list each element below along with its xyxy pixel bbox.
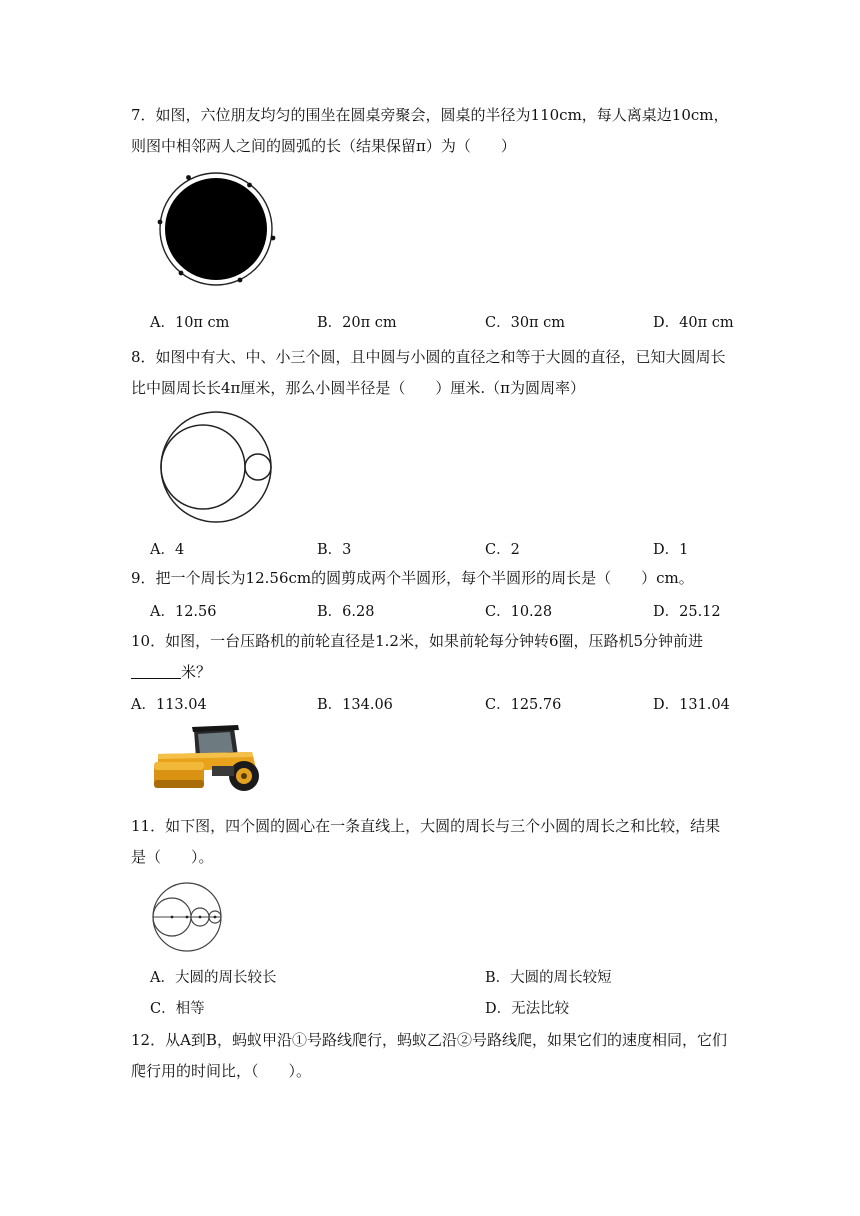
table-disk	[165, 178, 267, 280]
q11-option-a: A．大圆的周长较长	[150, 970, 277, 986]
q10-text-before: 10．如图，一台压路机的前轮直径是1.2米，如果前轮每分钟转6圈，压路机5分钟前进	[131, 632, 704, 650]
q10-text-after: 米？	[181, 663, 212, 681]
q9-option-b: B．6.28	[317, 604, 375, 620]
q9-option-a: A．12.56	[150, 604, 217, 620]
three-circles-figure	[158, 410, 276, 526]
q11-option-c: C．相等	[150, 1001, 205, 1017]
q8-option-a: A．4	[150, 542, 185, 558]
question-11-text: 11．如下图，四个圆的圆心在一条直线上，大圆的周长与三个小圆的周长之和比较，结果是（ ）。	[131, 817, 721, 866]
question-12-text: 12．从A到B，蚂蚁甲沿①号路线爬行，蚂蚁乙沿②号路线爬，如果它们的速度相同，它们爬行用的时间比，（ ）。	[131, 1031, 727, 1080]
q7-option-d: D．40π cm	[653, 315, 734, 331]
q8-option-b: B．3	[317, 542, 352, 558]
question-9-text: 9．把一个周长为12.56cm的圆剪成两个半圆形，每个半圆形的周长是（ ）cm。	[131, 569, 694, 587]
q10-option-d: D．131.04	[653, 697, 730, 713]
person-dot	[186, 175, 191, 180]
q7-option-c: C．30π cm	[485, 315, 566, 331]
q11-option-d: D．无法比较	[485, 1001, 570, 1017]
answer-blank	[131, 660, 181, 679]
q9-option-c: C．10.28	[485, 604, 553, 620]
question-7-text: 7．如图，六位朋友均匀的围坐在圆桌旁聚会，圆桌的半径为110cm，每人离桌边10cm，则图中相邻两人之间的圆弧的长（结果保留π）为（ ）	[131, 106, 729, 155]
person-dot	[179, 271, 184, 276]
person-dot	[158, 220, 163, 225]
collinear-circles-figure	[150, 878, 226, 956]
q7-option-a: A．10π cm	[150, 315, 230, 331]
q8-option-d: D．1	[653, 542, 689, 558]
large-circle	[161, 412, 271, 522]
person-dot	[247, 183, 252, 188]
person-dot	[238, 278, 243, 283]
q7-option-b: B．20π cm	[317, 315, 397, 331]
q8-option-c: C．2	[485, 542, 520, 558]
q10-option-a: A．113.04	[131, 697, 207, 713]
q11-option-b: B．大圆的周长较短	[485, 970, 612, 986]
q9-option-d: D．25.12	[653, 604, 721, 620]
round-table-figure	[154, 172, 278, 288]
person-dot	[271, 236, 276, 241]
question-8-text: 8．如图中有大、中、小三个圆，且中圆与小圆的直径之和等于大圆的直径，已知大圆周长比中圆周长长4π厘米，那么小圆半径是（ ）厘米.（π为圆周率）	[131, 348, 726, 397]
road-roller-image	[152, 722, 270, 794]
q10-option-c: C．125.76	[485, 697, 562, 713]
small-circle	[245, 454, 271, 480]
medium-circle	[161, 425, 245, 509]
question-10-text	[131, 626, 731, 688]
q10-option-b: B．134.06	[317, 697, 393, 713]
